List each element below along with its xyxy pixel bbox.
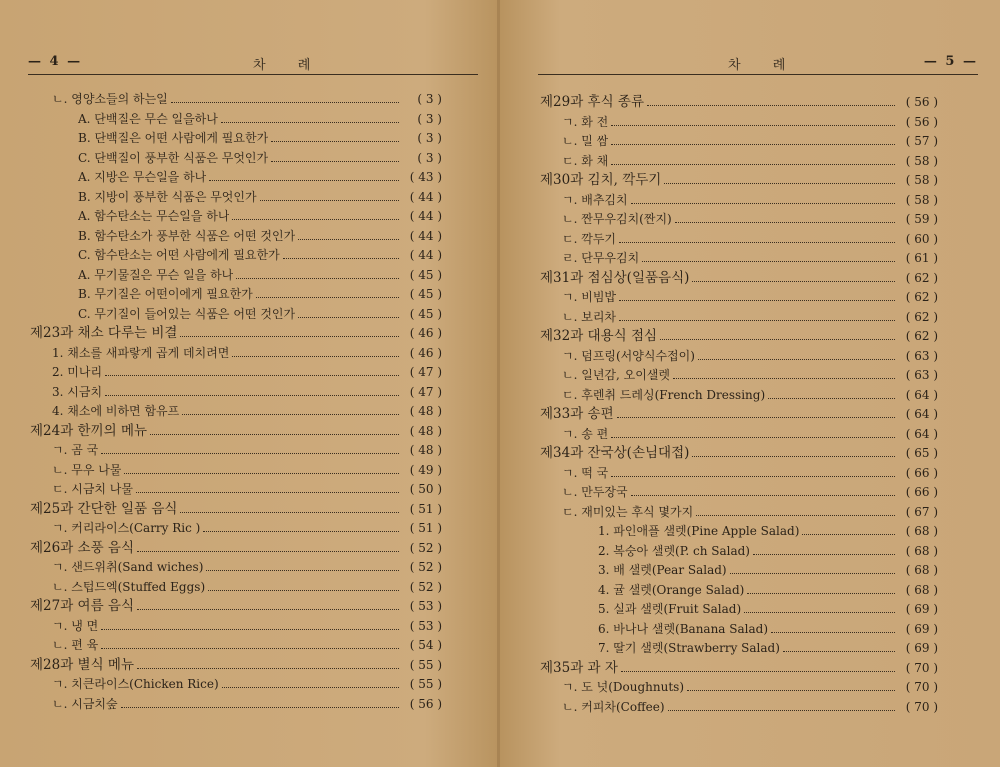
toc-entry-title: B. 단백질은 어떤 사람에게 필요한가 (78, 131, 269, 145)
toc-entry-page: ( 44 ) (409, 248, 442, 262)
toc-entry (30, 461, 442, 481)
dot-leader (236, 278, 399, 279)
toc-entry (540, 483, 938, 503)
toc-entry-page: ( 55 ) (409, 657, 442, 672)
toc-entry-title: 제24과 한끼의 메뉴 (30, 422, 148, 439)
toc-entry-title: 3. 시금치 (52, 384, 103, 399)
toc-entry (30, 675, 442, 695)
toc-entry-title: ㄴ. 편 육 (52, 638, 99, 652)
toc-entry-page: ( 56 ) (905, 114, 938, 129)
toc-entry-page: ( 69 ) (905, 602, 938, 616)
dot-leader (692, 456, 895, 457)
dot-leader (121, 707, 399, 708)
toc-entry-title: ㄷ. 재미있는 후식 몇가지 (562, 504, 694, 519)
toc-entry (540, 249, 938, 269)
toc-entry-page: ( 53 ) (409, 599, 442, 613)
toc-entry-title: C. 단백질이 풍부한 식품은 무엇인가 (78, 150, 269, 165)
dot-leader (150, 434, 399, 435)
dot-leader (619, 300, 895, 301)
toc-entry-title: ㄱ. 배추김치 (562, 192, 628, 207)
dot-leader (209, 180, 399, 181)
toc-entry-page: ( 3 ) (417, 92, 442, 106)
dot-leader (768, 398, 895, 399)
toc-lesson-entry (30, 422, 442, 442)
toc-entry-title: 7. 딸기 샐렛(Strawberry Salad) (598, 641, 780, 655)
toc-lesson-entry (30, 656, 442, 676)
toc-entry (540, 113, 938, 133)
toc-entry-page: ( 61 ) (905, 251, 938, 265)
toc-lesson-entry (540, 171, 938, 191)
dot-leader (668, 710, 896, 711)
toc-entry-title: ㄷ. 화 채 (562, 153, 609, 168)
toc-entry-page: ( 67 ) (905, 504, 938, 519)
toc-entry-page: ( 49 ) (409, 462, 442, 477)
dot-leader (283, 258, 399, 259)
toc-entry-title: 제23과 채소 다루는 비결 (30, 325, 178, 341)
toc-entry (30, 90, 442, 110)
dot-leader (298, 239, 399, 240)
toc-entry-title: 제25과 간단한 일품 음식 (30, 500, 178, 517)
toc-entry-page: ( 63 ) (905, 348, 938, 363)
dot-leader (232, 356, 399, 357)
header-rule (28, 74, 478, 75)
dot-leader (124, 473, 399, 474)
toc-lesson-entry (540, 659, 938, 679)
toc-entry-title: ㄴ. 일년감, 오이샐렛 (562, 368, 670, 382)
toc-entry (30, 383, 442, 403)
dot-leader (260, 200, 399, 201)
toc-entry-page: ( 56 ) (905, 95, 938, 109)
toc-entry-page: ( 47 ) (409, 365, 442, 379)
toc-entry-title: C. 무기질이 들어있는 식품은 어떤 것인가 (78, 306, 296, 321)
toc-entry-page: ( 58 ) (905, 173, 938, 187)
dot-leader (271, 161, 399, 162)
toc-entry (30, 246, 442, 266)
toc-entry-page: ( 55 ) (409, 677, 442, 691)
toc-entry-page: ( 66 ) (905, 465, 938, 480)
toc-entry-page: ( 64 ) (905, 407, 938, 421)
dot-leader (744, 612, 895, 613)
toc-entry-title: 제31과 점심상(일품음식) (540, 269, 690, 286)
dot-leader (180, 336, 399, 337)
toc-entry (540, 581, 938, 601)
toc-entry (30, 441, 442, 461)
toc-lesson-entry (30, 597, 442, 617)
dot-leader (206, 570, 399, 571)
toc-entry-page: ( 58 ) (905, 153, 938, 168)
dot-leader (611, 125, 895, 126)
toc-entry-title: ㄱ. 화 전 (562, 114, 609, 129)
left-page-number: — 4 — (28, 54, 83, 69)
toc-entry-title: A. 지방은 무슨일을 하나 (78, 170, 207, 184)
dot-leader (171, 102, 399, 103)
left-page-header (28, 52, 478, 74)
toc-entry (540, 620, 938, 640)
toc-entry-page: ( 68 ) (905, 524, 938, 538)
toc-entry-title: 1. 파인애플 샐렛(Pine Apple Salad) (598, 524, 800, 538)
toc-entry-page: ( 51 ) (409, 501, 442, 516)
dot-leader (611, 164, 895, 165)
toc-entry-title: ㄱ. 떡 국 (562, 465, 609, 480)
toc-entry (30, 519, 442, 539)
header-rule (538, 74, 978, 75)
toc-lesson-entry (30, 324, 442, 344)
toc-entry (540, 230, 938, 250)
toc-entry-page: ( 69 ) (905, 641, 938, 655)
toc-entry-page: ( 3 ) (417, 131, 442, 145)
toc-lesson-entry (540, 327, 938, 347)
dot-leader (101, 453, 399, 454)
toc-entry (540, 464, 938, 484)
toc-entry-page: ( 70 ) (905, 699, 938, 714)
dot-leader (137, 551, 399, 552)
toc-entry (30, 207, 442, 227)
dot-leader (664, 183, 895, 184)
dot-leader (802, 534, 895, 535)
toc-entry (30, 168, 442, 188)
toc-entry-page: ( 64 ) (905, 426, 938, 441)
toc-entry-title: 4. 채소에 비하면 함유프 (52, 404, 180, 418)
dot-leader (621, 671, 895, 672)
toc-entry (540, 425, 938, 445)
toc-entry-page: ( 68 ) (905, 582, 938, 597)
dot-leader (611, 476, 895, 477)
dot-leader (105, 375, 399, 376)
toc-entry-page: ( 65 ) (905, 446, 938, 460)
toc-entry-page: ( 62 ) (905, 270, 938, 285)
right-page-number: — 5 — (923, 54, 978, 69)
toc-entry-title: ㄱ. 도 넛(Doughnuts) (562, 680, 685, 694)
toc-entry-title: ㄴ. 커피차(Coffee) (562, 699, 665, 714)
dot-leader (660, 339, 895, 340)
toc-entry (30, 480, 442, 500)
dot-leader (105, 395, 399, 396)
dot-leader (698, 359, 895, 360)
toc-entry (540, 522, 938, 542)
toc-entry (30, 402, 442, 422)
toc-lesson-entry (30, 500, 442, 520)
dot-leader (753, 554, 895, 555)
dot-leader (673, 378, 895, 379)
toc-entry (540, 366, 938, 386)
toc-entry-title: B. 함수탄소가 풍부한 식품은 어떤 것인가 (78, 228, 296, 243)
toc-entry-title: 5. 실과 샐렛(Fruit Salad) (598, 602, 742, 616)
toc-entry-title: 제32과 대용식 점심 (540, 328, 658, 344)
toc-entry (540, 288, 938, 308)
toc-entry-page: ( 58 ) (905, 192, 938, 207)
left-header-title: 차 례 (253, 58, 325, 73)
toc-entry-title: 제30과 김치, 깍두기 (540, 172, 662, 188)
toc-entry-title: ㄱ. 덤프링(서양식수접이) (562, 348, 695, 363)
dot-leader (182, 414, 399, 415)
toc-entry (540, 600, 938, 620)
dot-leader (256, 297, 399, 298)
toc-entry-title: ㄷ. 시금치 나물 (52, 482, 133, 496)
toc-lesson-entry (540, 405, 938, 425)
toc-entry (30, 558, 442, 578)
toc-entry-page: ( 70 ) (905, 680, 938, 694)
toc-entry (30, 344, 442, 364)
toc-entry-title: ㄷ. 후렌취 드레싱(French Dressing) (562, 387, 766, 402)
toc-entry (540, 561, 938, 581)
toc-entry-page: ( 44 ) (409, 189, 442, 204)
toc-entry-title: B. 무기질은 어떤이에게 필요한가 (78, 287, 253, 301)
toc-entry-page: ( 45 ) (409, 287, 442, 301)
toc-entry-page: ( 51 ) (409, 521, 442, 535)
toc-entry-page: ( 52 ) (409, 540, 442, 555)
toc-entry (540, 132, 938, 152)
toc-entry (540, 386, 938, 406)
dot-leader (692, 281, 895, 282)
toc-entry-page: ( 59 ) (905, 212, 938, 226)
toc-entry-page: ( 3 ) (417, 150, 442, 165)
dot-leader (730, 573, 895, 574)
toc-entry-page: ( 66 ) (905, 485, 938, 499)
dot-leader (611, 437, 895, 438)
dot-leader (771, 632, 895, 633)
toc-entry (30, 617, 442, 637)
toc-entry-title: ㄱ. 치큰라이스(Chicken Rice) (52, 677, 219, 691)
dot-leader (647, 105, 895, 106)
dot-leader (611, 144, 895, 145)
dot-leader (617, 417, 895, 418)
toc-entry-page: ( 60 ) (905, 231, 938, 246)
toc-entry-title: ㄴ. 무우 나물 (52, 462, 122, 477)
toc-entry (30, 285, 442, 305)
toc-entry (30, 636, 442, 656)
toc-entry (540, 152, 938, 172)
toc-entry-page: ( 48 ) (409, 404, 442, 418)
toc-entry-page: ( 62 ) (905, 329, 938, 343)
dot-leader (137, 609, 399, 610)
toc-entry-page: ( 48 ) (409, 443, 442, 457)
toc-entry-page: ( 44 ) (409, 209, 442, 223)
toc-entry-title: ㄱ. 비빔밥 (562, 290, 616, 304)
toc-entry-title: ㄴ. 밀 쌈 (562, 134, 609, 148)
toc-entry (30, 110, 442, 130)
toc-entry-title: ㄹ. 단무우김치 (562, 251, 640, 265)
toc-entry (30, 129, 442, 149)
toc-entry-title: ㄴ. 짠무우김치(짠지) (562, 212, 672, 226)
toc-entry-title: A. 함수탄소는 무슨일을 하나 (78, 209, 230, 223)
toc-lesson-entry (540, 269, 938, 289)
dot-leader (101, 648, 399, 649)
toc-entry (30, 695, 442, 715)
toc-entry-title: 제34과 잔국상(손님대접) (540, 445, 690, 461)
toc-entry-title: ㄴ. 만두장국 (562, 485, 628, 499)
toc-entry-title: 2. 복숭아 샐렛(P. ch Salad) (598, 543, 750, 558)
toc-entry-title: A. 단백질은 무슨 일을하나 (78, 111, 218, 126)
toc-entry-title: ㄴ. 스텁드엑(Stuffed Eggs) (52, 579, 206, 594)
dot-leader (101, 629, 399, 630)
toc-entry-title: 6. 바나나 샐렛(Banana Salad) (598, 621, 769, 636)
dot-leader (221, 122, 399, 123)
toc-entry (30, 149, 442, 169)
toc-entry-page: ( 44 ) (409, 228, 442, 243)
dot-leader (631, 495, 895, 496)
dot-leader (631, 203, 895, 204)
dot-leader (747, 593, 895, 594)
toc-entry-title: ㄱ. 곰 국 (52, 443, 99, 457)
toc-entry (30, 305, 442, 325)
toc-entry (30, 188, 442, 208)
toc-entry (30, 578, 442, 598)
toc-lesson-entry (30, 539, 442, 559)
toc-entry-title: 2. 미나리 (52, 365, 103, 379)
toc-entry-title: ㄴ. 시금치숲 (52, 696, 118, 711)
dot-leader (208, 590, 399, 591)
dot-leader (783, 651, 895, 652)
dot-leader (298, 317, 399, 318)
toc-entry-title: 제33과 송편 (540, 406, 614, 422)
toc-entry-page: ( 64 ) (905, 387, 938, 402)
toc-entry-title: 4. 귤 샐렛(Orange Salad) (598, 582, 745, 597)
toc-entry-title: ㄱ. 커리라이스(Carry Ric ) (52, 521, 201, 535)
toc-entry-page: ( 68 ) (905, 563, 938, 577)
toc-entry (30, 227, 442, 247)
toc-entry-page: ( 45 ) (409, 306, 442, 321)
toc-entry-title: C. 함수탄소는 어떤 사람에게 필요한가 (78, 248, 280, 262)
left-toc-list (30, 90, 442, 714)
toc-entry-title: 3. 배 샐렛(Pear Salad) (598, 563, 727, 577)
toc-entry-page: ( 46 ) (409, 345, 442, 360)
right-header-title: 차 례 (728, 58, 800, 73)
toc-entry-page: ( 57 ) (905, 134, 938, 148)
dot-leader (687, 690, 895, 691)
toc-entry-title: ㄷ. 깍두기 (562, 231, 616, 246)
toc-entry-page: ( 50 ) (409, 482, 442, 496)
dot-leader (696, 515, 895, 516)
toc-entry-page: ( 70 ) (905, 660, 938, 675)
toc-entry-title: ㄱ. 냉 면 (52, 618, 99, 633)
toc-entry (30, 363, 442, 383)
dot-leader (619, 320, 895, 321)
dot-leader (642, 261, 895, 262)
dot-leader (222, 687, 399, 688)
toc-entry-page: ( 3 ) (417, 111, 442, 126)
toc-entry-title: 1. 채소를 새파랗게 곱게 데치려면 (52, 345, 230, 360)
toc-entry-page: ( 53 ) (409, 618, 442, 633)
toc-entry-title: ㄱ. 송 편 (562, 426, 609, 441)
toc-lesson-entry (540, 444, 938, 464)
toc-entry-page: ( 52 ) (409, 579, 442, 594)
toc-entry (540, 308, 938, 328)
toc-entry-page: ( 54 ) (409, 638, 442, 652)
dot-leader (619, 242, 895, 243)
toc-entry-page: ( 48 ) (409, 423, 442, 438)
toc-entry-page: ( 43 ) (409, 170, 442, 184)
dot-leader (675, 222, 895, 223)
toc-entry (540, 639, 938, 659)
toc-entry-title: 제28과 별식 메뉴 (30, 656, 135, 673)
toc-entry (540, 678, 938, 698)
dot-leader (136, 492, 399, 493)
toc-entry-page: ( 56 ) (409, 696, 442, 711)
toc-entry (540, 503, 938, 523)
toc-entry (540, 191, 938, 211)
toc-entry-page: ( 46 ) (409, 326, 442, 340)
toc-entry-title: 제27과 여름 음식 (30, 598, 135, 614)
toc-entry-page: ( 62 ) (905, 290, 938, 304)
toc-entry-title: 제35과 과 자 (540, 659, 618, 676)
toc-entry-title: 제26과 소풍 음식 (30, 539, 135, 556)
toc-entry-page: ( 52 ) (409, 560, 442, 574)
dot-leader (180, 512, 399, 513)
toc-entry-title: ㄴ. 영양소들의 하는일 (52, 92, 168, 106)
toc-entry-page: ( 62 ) (905, 309, 938, 324)
toc-entry-title: ㄴ. 보리차 (562, 309, 616, 324)
toc-entry-page: ( 63 ) (905, 368, 938, 382)
toc-entry (540, 542, 938, 562)
toc-entry-title: 제29과 후식 종류 (540, 94, 645, 110)
dot-leader (137, 668, 399, 669)
toc-entry-page: ( 69 ) (905, 621, 938, 636)
toc-lesson-entry (540, 93, 938, 113)
right-page-header (538, 52, 978, 74)
toc-entry (540, 347, 938, 367)
toc-entry-title: ㄱ. 샌드위취(Sand wiches) (52, 560, 204, 574)
dot-leader (232, 219, 399, 220)
toc-entry-title: A. 무기물질은 무슨 일을 하나 (78, 267, 234, 282)
toc-entry-page: ( 45 ) (409, 267, 442, 282)
toc-entry (540, 698, 938, 718)
toc-entry (30, 266, 442, 286)
dot-leader (271, 141, 399, 142)
dot-leader (203, 531, 399, 532)
toc-entry-title: B. 지방이 풍부한 식품은 무엇인가 (78, 189, 257, 204)
toc-entry-page: ( 68 ) (905, 543, 938, 558)
toc-entry-page: ( 47 ) (409, 384, 442, 399)
right-toc-list (540, 93, 938, 717)
toc-entry (540, 210, 938, 230)
